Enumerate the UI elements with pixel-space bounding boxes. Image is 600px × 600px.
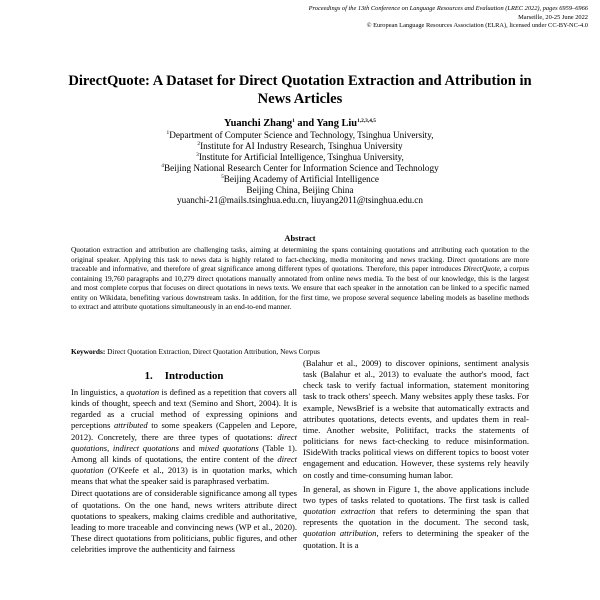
- affiliation-4-text: Beijing National Research Center for Information Science and Technology: [163, 162, 439, 173]
- abstract-heading: Abstract: [284, 234, 316, 243]
- author-names: [60, 118, 540, 130]
- intro-paragraph-3: (Balahur et al., 2009) to discover opinions, sentiment analysis task (Balahur et al., 2013) to evaluate the author's mood, fact check task to verify factual information, statement monitoring task to track others' speech. Many websites apply these tasks. For example, NewsBrief is a website that automatically extracts and attributes quotations, detects events, and updates them in real-time. Another website, Politifact, tracks the statements of politicians for news fact-checking to reduce misinformation. ISideWith tracks political views on different topics to boost voter engagement and education. However, these systems rely heavily on costly and time-consuming human labor.: [303, 358, 529, 480]
- affiliation-3-text: Institute for Artificial Intelligence, Tsinghua University,: [198, 151, 404, 162]
- author-second-sup: 1,2,3,4,5: [357, 118, 376, 124]
- abstract-body: [71, 245, 529, 312]
- affiliation-1-text: Department of Computer Science and Technology, Tsinghua University,: [169, 130, 434, 140]
- author-city: Beijing China, Beijing China: [246, 184, 354, 195]
- italic-term: attributed: [113, 420, 148, 431]
- intro-paragraph-1: [71, 387, 297, 487]
- affiliation-4: [60, 163, 540, 174]
- italic-term: direct quotation: [71, 453, 297, 476]
- license-line: © European Language Resources Association (ELRA), licensed under CC-BY-NC-4.0: [366, 22, 588, 30]
- text-span: In general, as shown in Figure 1, the above applications include two types of tasks related to quotations. The first task is called: [303, 483, 529, 505]
- text-span: , refers to determining the speaker of the quotation. It is a: [303, 528, 529, 550]
- affiliation-5: [60, 174, 540, 185]
- title-line-2: News Articles: [257, 91, 343, 107]
- text-span: and: [178, 442, 199, 453]
- section-number: 1.: [144, 370, 153, 382]
- text-span: to some speakers (Cappelen and Lepore, 2012). Concretely, there are three types of quotations:: [71, 420, 297, 442]
- venue-line: Proceedings of the 13th Conference on Language Resources and Evaluation (LREC 2022), pages 6959–6966: [308, 5, 588, 12]
- author-block: [60, 118, 540, 206]
- affiliation-5-text: Beijing Academy of Artificial Intelligence: [223, 173, 379, 184]
- affiliation-2-text: Institute for AI Industry Research, Tsinghua University: [200, 140, 403, 151]
- right-column: [303, 358, 529, 552]
- affiliation-2-sup: 2: [197, 140, 201, 147]
- affiliation-2: [60, 141, 540, 152]
- paper-title: [40, 72, 560, 108]
- italic-term: quotation attribution: [303, 528, 377, 539]
- text-span: (O'Keefe et al., 2013) is in quotation marks, which means that what the speaker said is paraphrased verbatim.: [71, 465, 297, 487]
- author-emails: yuanchi-21@mails.tsinghua.edu.cn, liuyang2011@tsinghua.edu.cn: [177, 195, 423, 206]
- text-span: ,: [107, 442, 113, 453]
- italic-term: mixed quotations: [198, 442, 259, 453]
- page-header: [128, 5, 588, 31]
- text-span: (Table 1). Among all kinds of quotations, the entire content of the: [71, 442, 297, 464]
- abstract-part-2: , a corpus containing 19,760 paragraphs and 10,279 direct quotations manually annotated from online news media. To the best of our knowledge, this is the largest and most complete corpus that focuses on direct quotations in news texts. We ensure that each speaker in the annotation can be linked to a specific named entity on Wikidata, benefiting various downstream tasks. In addition, for the first time, we propose several sequence labeling models as baseline methods to extract and attribute quotations simultaneously in an end-to-end manner.: [71, 264, 529, 312]
- italic-term: direct quotations: [71, 431, 297, 453]
- affiliation-3: [60, 152, 540, 163]
- abstract-dataset-name: DirectQuote: [463, 264, 500, 274]
- italic-term: indirect quotations: [112, 442, 179, 453]
- affiliation-5-sup: 5: [221, 173, 224, 180]
- affiliation-1-sup: 1: [166, 130, 170, 136]
- text-span: is defined as a repetition that covers all kinds of thought, speech and text (Semino and Short, 2004). It is regarded as a crucial method of expressing opinions and perceptions: [71, 387, 297, 431]
- keywords-text: Direct Quotation Extraction, Direct Quotation Attribution, News Corpus: [107, 347, 320, 356]
- italic-term: quotation extraction: [303, 506, 376, 517]
- italic-term: quotation: [126, 387, 160, 397]
- left-column: [71, 362, 297, 556]
- section-heading-introduction: [71, 369, 297, 383]
- author-second: Yang Liu: [316, 118, 358, 129]
- keywords: [71, 347, 529, 357]
- author-first-sup: 1: [292, 118, 295, 124]
- affiliation-4-sup: 4: [161, 162, 164, 169]
- abstract-part-1: Quotation extraction and attribution are challenging tasks, aiming at determining the spans containing quotations and attributing each quotation to the original speaker. Applying this task to news data is highly related to fact-checking, media monitoring and news tracking. Direct quotations are more traceable and informative, and therefore of great significance among different types of quotations. Therefore, this paper introduces: [71, 245, 529, 274]
- affiliation-1: [60, 130, 540, 141]
- author-and: and: [297, 118, 315, 129]
- intro-paragraph-2: Direct quotations are of considerable significance among all types of quotations. On the one hand, news writers attribute direct quotations to speakers, making claims credible and authoritative, leading to more traceable and convincing news (WP et al., 2020). These direct quotations from politicians, public figures, and other celebrities improve the authenticity and fairness: [71, 488, 297, 555]
- intro-paragraph-4: [303, 484, 529, 551]
- affiliation-3-sup: 3: [196, 151, 199, 158]
- title-line-1: DirectQuote: A Dataset for Direct Quotation Extraction and Attribution in: [68, 73, 532, 89]
- text-span: In linguistics, a: [71, 387, 127, 397]
- author-first: Yuanchi Zhang: [224, 118, 293, 129]
- keywords-label: Keywords:: [71, 347, 106, 356]
- section-title: Introduction: [164, 370, 224, 382]
- text-span: that refers to determining the span that represents the quotation in the document. The second task,: [303, 506, 529, 528]
- location-line: Marseille, 20-25 June 2022: [518, 13, 588, 21]
